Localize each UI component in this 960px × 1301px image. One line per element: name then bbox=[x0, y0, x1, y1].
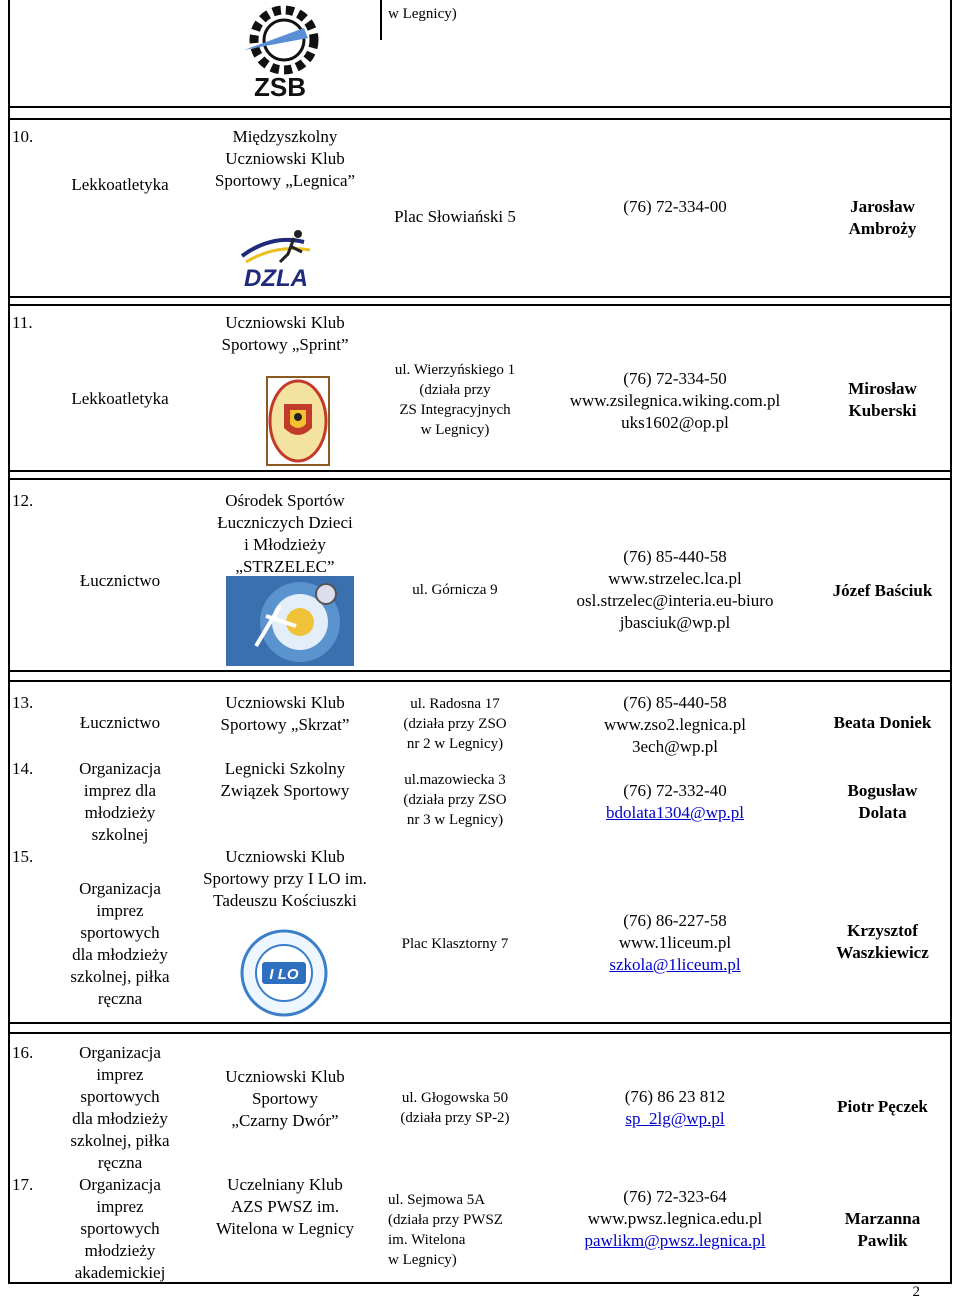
address: ul. Wierzyńskiego 1 (działa przy ZS Integracyjnych w Legnicy) bbox=[394, 362, 516, 438]
email-link[interactable]: bdolata1304@wp.pl bbox=[606, 803, 744, 822]
address: ul. Górnicza 9 bbox=[412, 582, 498, 598]
row-number: 14. bbox=[12, 759, 34, 778]
rule bbox=[8, 1022, 952, 1024]
contact-person: Beata Doniek bbox=[833, 713, 932, 732]
rule bbox=[8, 478, 952, 480]
contact: (76) 85-440-58 www.strzelec.lca.pl osl.strzelec@interia.eu-biuro jbasciuk@wp.pl bbox=[576, 547, 774, 632]
rule bbox=[8, 670, 952, 672]
sport-name: Lekkoatletyka bbox=[71, 175, 169, 194]
sport-name: Organizacja imprez dla młodzieży szkolnej bbox=[79, 759, 161, 844]
zsb-logo-text: ZSB bbox=[254, 72, 306, 100]
address: Plac Klasztorny 7 bbox=[401, 936, 509, 952]
rule bbox=[8, 296, 952, 298]
row-number: 17. bbox=[12, 1175, 34, 1194]
contact: (76) 86-227-58 www.1liceum.pl szkola@1liceum.pl bbox=[560, 910, 790, 976]
address-continuation: w Legnicy) bbox=[388, 6, 457, 22]
club-name: Uczniowski Klub Sportowy „Czarny Dwór” bbox=[225, 1067, 345, 1130]
row-number: 13. bbox=[12, 693, 34, 712]
contact: (76) 85-440-58 www.zso2.legnica.pl 3ech@wp.pl bbox=[604, 693, 746, 756]
contact-person: Mirosław Kuberski bbox=[848, 379, 917, 420]
club-name: Legnicki Szkolny Związek Sportowy bbox=[220, 759, 350, 800]
club-name: Uczelniany Klub AZS PWSZ im. Witelona w Legnicy bbox=[215, 1175, 355, 1238]
contact-person: Marzanna Pawlik bbox=[844, 1209, 921, 1250]
rule bbox=[8, 118, 952, 120]
contact: (76) 72-332-40 bdolata1304@wp.pl bbox=[560, 780, 790, 824]
contact: (76) 72-334-50 www.zsilegnica.wiking.com.pl uks1602@op.pl bbox=[569, 369, 781, 432]
email-link[interactable]: sp_2lg@wp.pl bbox=[625, 1109, 725, 1128]
rule bbox=[8, 470, 952, 472]
contact-person: Piotr Pęczek bbox=[837, 1097, 928, 1116]
strzelec-logo bbox=[226, 576, 354, 666]
page-number: 2 bbox=[912, 1284, 920, 1300]
address: ul. Radosna 17 (działa przy ZSO nr 2 w Legnicy) bbox=[403, 696, 507, 752]
rule bbox=[8, 1032, 952, 1034]
sport-name: Organizacja imprez sportowych młodzieży akademickiej bbox=[74, 1175, 166, 1282]
dzla-logo-text: DZLA bbox=[244, 265, 308, 290]
dzla-logo bbox=[232, 226, 320, 290]
rule bbox=[8, 106, 952, 108]
iliceum-logo bbox=[238, 928, 330, 1018]
row-number: 11. bbox=[12, 313, 33, 332]
sport-name: Łucznictwo bbox=[79, 571, 161, 590]
sport-name: Łucznictwo bbox=[79, 713, 161, 732]
email-link[interactable]: pawlikm@pwsz.legnica.pl bbox=[584, 1231, 766, 1250]
sport-name: Organizacja imprez sportowych dla młodzieży szkolnej, piłka ręczna bbox=[70, 879, 170, 1008]
club-name: Uczniowski Klub Sportowy „Sprint” bbox=[221, 313, 349, 354]
contact-person: Józef Baściuk bbox=[832, 581, 933, 600]
address: Plac Słowiański 5 bbox=[394, 207, 516, 226]
club-name: Uczniowski Klub Sportowy przy I LO im. Tadeuszu Kościuszki bbox=[203, 847, 367, 910]
zsb-logo bbox=[238, 4, 322, 100]
contact-person: Bogusław Dolata bbox=[847, 781, 918, 822]
club-name: Uczniowski Klub Sportowy „Skrzat” bbox=[220, 693, 350, 734]
row-number: 10. bbox=[12, 127, 34, 146]
rule bbox=[380, 0, 382, 40]
sport-name: Lekkoatletyka bbox=[71, 389, 169, 408]
contact: (76) 86 23 812 sp_2lg@wp.pl bbox=[560, 1086, 790, 1130]
contact-person: Jarosław Ambroży bbox=[848, 197, 917, 238]
club-name: Międzyszkolny Uczniowski Klub Sportowy „Legnica” bbox=[214, 127, 356, 190]
rule bbox=[8, 0, 10, 1284]
contact-person: Krzysztof Waszkiewicz bbox=[836, 921, 929, 962]
rule bbox=[950, 0, 952, 1284]
row-number: 15. bbox=[12, 847, 34, 866]
contact: (76) 72-323-64 www.pwsz.legnica.edu.pl pawlikm@pwsz.legnica.pl bbox=[560, 1186, 790, 1252]
row-number: 16. bbox=[12, 1043, 34, 1062]
sport-name: Organizacja imprez sportowych dla młodzieży szkolnej, piłka ręczna bbox=[70, 1043, 170, 1172]
address: ul. Głogowska 50 (działa przy SP-2) bbox=[400, 1090, 510, 1126]
row-number: 12. bbox=[12, 491, 34, 510]
club-crest-logo bbox=[266, 376, 330, 466]
rule bbox=[8, 680, 952, 682]
rule bbox=[8, 304, 952, 306]
contact: (76) 72-334-00 bbox=[623, 197, 727, 216]
club-name: Ośrodek Sportów Łuczniczych Dzieci i Młodzieży „STRZELEC” bbox=[217, 491, 353, 576]
address: ul. Sejmowa 5A (działa przy PWSZ im. Witelona w Legnicy) bbox=[388, 1192, 503, 1268]
iliceum-logo-text: I LO bbox=[269, 966, 299, 983]
email-link[interactable]: szkola@1liceum.pl bbox=[609, 955, 741, 974]
address: ul.mazowiecka 3 (działa przy ZSO nr 3 w Legnicy) bbox=[403, 772, 507, 828]
